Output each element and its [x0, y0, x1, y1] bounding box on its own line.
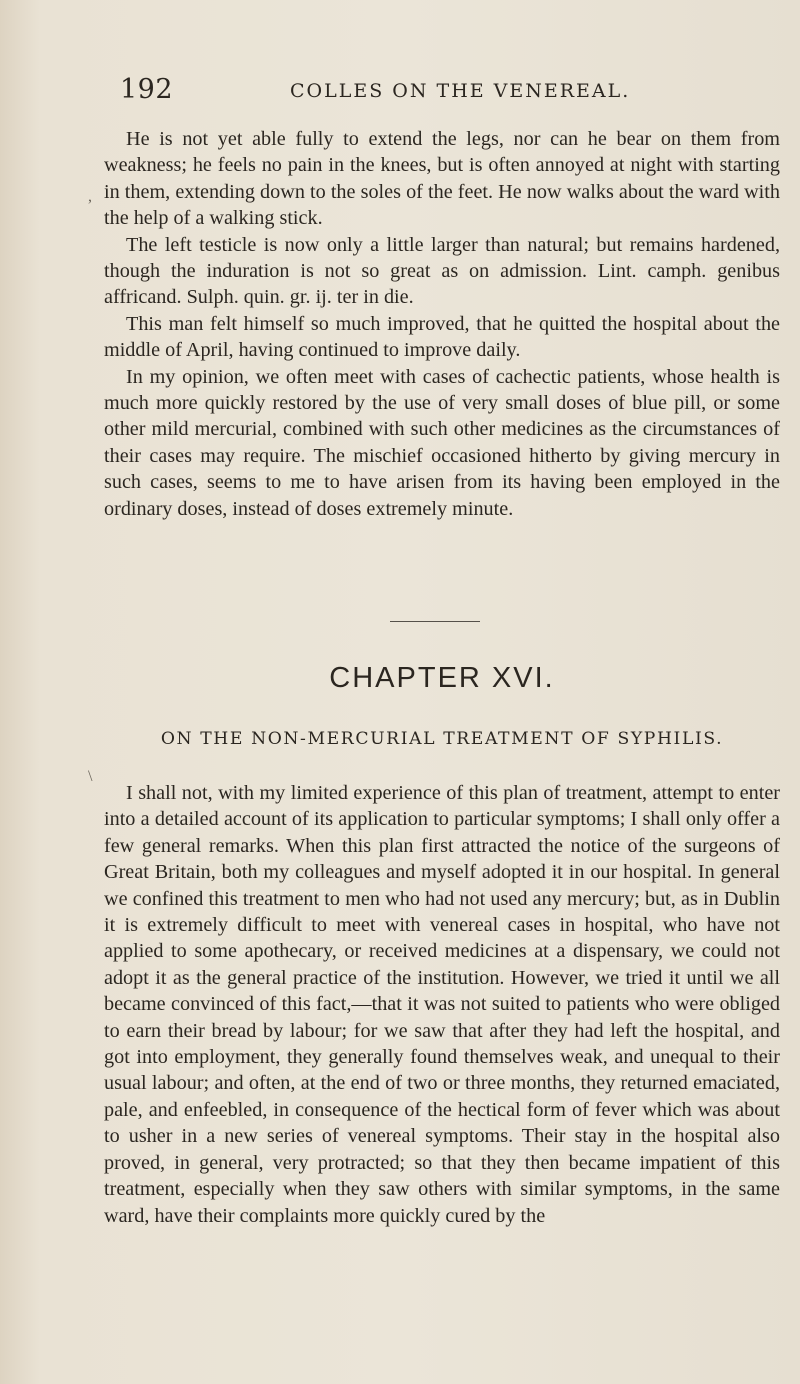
margin-mark: \: [88, 768, 93, 785]
paragraph: He is not yet able fully to extend the legs, nor can he bear on them from weakness; he feels no pain in the knees, but is often annoyed at night with starting in them, extending down to the soles of the feet. He now walks about the ward with the help of a walking stick.: [104, 128, 780, 230]
paragraph: I shall not, with my limited experience of this plan of treatment, attempt to enter into a detailed account of its application to particular symptoms; I shall only offer a few general remarks. When this plan first attracted the notice of the surgeons of Great Britain, both my colleagues and myself adopted it in our hospital. In general we confined this treatment to men who had not used any mercury; but, as in Dublin it is extremely difficult to meet with venereal cases in hospital, who have not applied to some apothecary, or received medicines at a dispensary, we could not adopt it as the general practice of the institution. However, we tried it until we all became convinced of this fact,—that it was not suited to patients who were obliged to earn their bread by labour; for we saw that after they had left the hospital, and got into employment, they generally found themselves weak, and unequal to their usual labour; and often, at the end of two or three months, they returned emaciated, pale, and enfeebled, in consequence of the hectical form of fever which was about to usher in a new series of venereal symptoms. Their stay in the hospital also proved, in general, very protracted; so that they then became impatient of this treatment, especially when they saw others with similar symptoms, in the same ward, have their complaints more quickly cured by the: [104, 782, 780, 1227]
running-head: COLLES ON THE VENEREAL.: [290, 80, 631, 102]
body-text-section-1: [104, 126, 780, 522]
section-divider: [390, 621, 480, 622]
body-text-section-2: [104, 780, 780, 1229]
chapter-subtitle: ON THE NON-MERCURIAL TREATMENT OF SYPHILIS.: [160, 729, 724, 749]
paragraph: This man felt himself so much improved, that he quitted the hospital about the middle of April, having continued to improve daily.: [104, 312, 780, 362]
paragraph: The left testicle is now only a little larger than natural; but remains hardened, though the induration is not so great as on admission. Lint. camph. genibus affricand. Sulph. quin. gr. ij. ter in die.: [104, 233, 780, 309]
chapter-title: CHAPTER XVI.: [329, 662, 555, 694]
page-number: 192: [120, 74, 174, 105]
paragraph: In my opinion, we often meet with cases of cachectic patients, whose health is much more quickly restored by the use of very small doses of blue pill, or some other mild mercurial, combined with such other medicines as the circumstances of their cases may require. The mischief occasioned hitherto by giving mercury in such cases, seems to me to have arisen from its having been employed in the ordinary doses, instead of doses extremely minute.: [104, 365, 780, 520]
margin-mark: ,: [88, 188, 92, 205]
page-header: [120, 74, 780, 114]
